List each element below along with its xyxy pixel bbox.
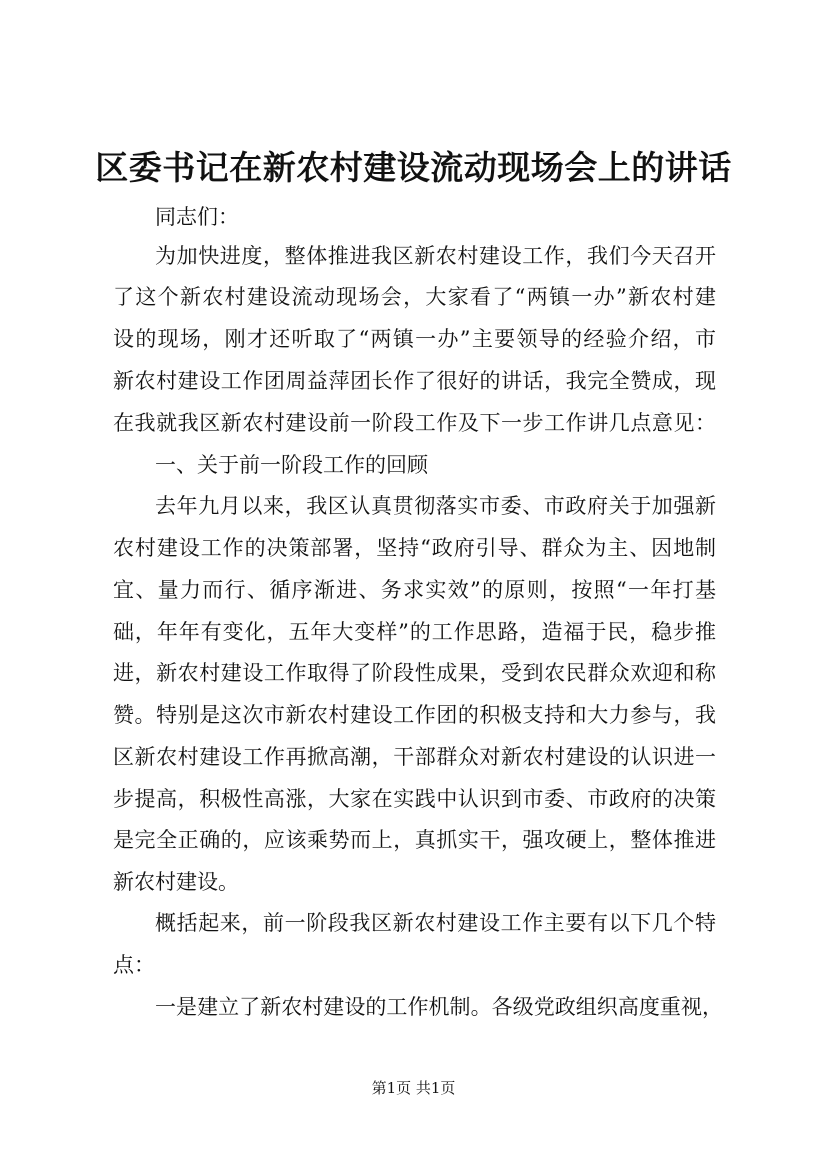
- paragraph-line: 是完全正确的，应该乘势而上，真抓实干，强攻硬上，整体推进: [113, 828, 716, 852]
- paragraph-line: 为加快进度，整体推进我区新农村建设工作，我们今天召开: [155, 244, 716, 268]
- paragraph-line: 农村建设工作的决策部署，坚持“政府引导、群众为主、因地制: [113, 536, 716, 560]
- paragraph-line: 一是建立了新农村建设的工作机制。各级党政组织高度重视，: [155, 995, 723, 1019]
- paragraph-line: 点：: [113, 953, 155, 977]
- paragraph-line: 在我就我区新农村建设前一阶段工作及下一步工作讲几点意见：: [113, 411, 716, 435]
- paragraph-line: 设的现场，刚才还听取了“两镇一办”主要领导的经验介绍，市: [113, 327, 716, 351]
- paragraph-line: 新农村建设。: [113, 870, 239, 894]
- paragraph-line: 赞。特别是这次市新农村建设工作团的积极支持和大力参与，我: [113, 703, 716, 727]
- paragraph-line: 础，年年有变化，五年大变样”的工作思路，造福于民，稳步推: [113, 620, 716, 644]
- paragraph-line: 概括起来，前一阶段我区新农村建设工作主要有以下几个特: [155, 911, 716, 935]
- section-heading: 一、关于前一阶段工作的回顾: [155, 453, 428, 477]
- document-title: 区委书记在新农村建设流动现场会上的讲话: [95, 148, 732, 187]
- paragraph-line: 去年九月以来，我区认真贯彻落实市委、市政府关于加强新: [155, 494, 716, 518]
- paragraph-line: 了这个新农村建设流动现场会，大家看了“两镇一办”新农村建: [113, 285, 716, 309]
- page-footer: 第1页 共1页: [371, 1079, 456, 1097]
- paragraph-line: 宜、量力而行、循序渐进、务求实效”的原则，按照“一年打基: [113, 578, 716, 602]
- paragraph-line: 进，新农村建设工作取得了阶段性成果，受到农民群众欢迎和称: [113, 661, 716, 685]
- salutation-line: 同志们：: [155, 205, 239, 229]
- paragraph-line: 步提高，积极性高涨，大家在实践中认识到市委、市政府的决策: [113, 787, 716, 811]
- paragraph-line: 新农村建设工作团周益萍团长作了很好的讲话，我完全赞成，现: [113, 369, 716, 393]
- paragraph-line: 区新农村建设工作再掀高潮，干部群众对新农村建设的认识进一: [113, 745, 716, 769]
